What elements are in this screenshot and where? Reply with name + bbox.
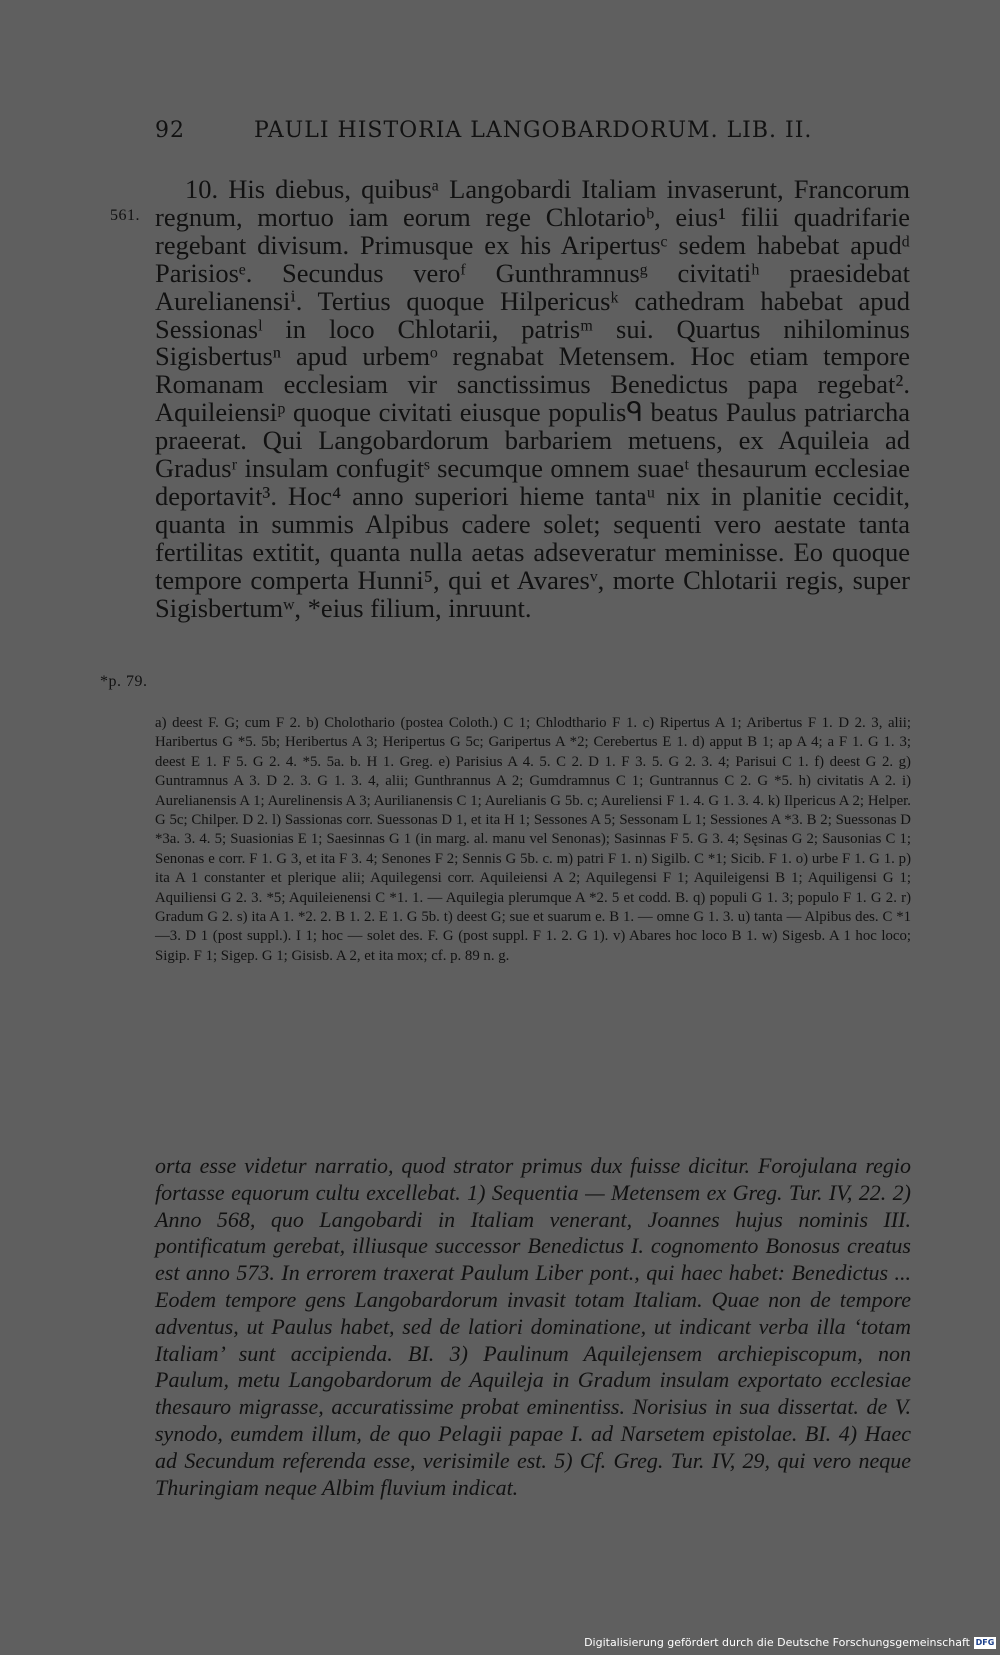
margin-page-ref: *p. 79. [100, 673, 148, 690]
critical-apparatus [155, 714, 911, 966]
digitization-credit [584, 1636, 996, 1649]
main-text [155, 176, 910, 623]
chapter-10-paragraph: 10. His diebus, quibusᵃ Langobardi Italiam invaserunt, Francorum regnum, mortuo iam eorum rege Chlotarioᵇ, eius¹ filii quadrifarie regebant divisum. Primusque ex his Aripertusᶜ sedem habebat apudᵈ Parisiosᵉ. Secundus veroᶠ Gunthramnusᵍ civitatiʰ praesidebat Aurelianensiⁱ. Tertius quoque Hilpericusᵏ cathedram habebat apud Sessionasˡ in loco Chlotarii, patrisᵐ sui. Quartus nihilominus Sigisbertusⁿ apud urbemᵒ regnabat Metensem. Hoc etiam tempore Romanam ecclesiam vir sanctissimus Benedictus papa regebat². Aquileiensiᵖ quoque civitati eiusque populisᑫ beatus Paulus patriarcha praeerat. Qui Langobardorum barbariem metuens, ex Aquileia ad Gradusʳ insulam confugitˢ secumque omnem suaeᵗ thesaurum ecclesiae deportavit³. Hoc⁴ anno superiori hieme tantaᵘ nix in planitie cecidit, quanta in summis Alpibus cadere solet; sequenti vero aestate tanta fertilitas extitit, quanta nulla aetas adseveratur meminisse. Eo quoque tempore comperta Hunni⁵, qui et Avaresᵛ, morte Chlotarii regis, super Sigisbertumʷ, *eius filium, inruunt. [155, 174, 910, 623]
credit-text: Digitalisierung gefördert durch die Deutsche Forschungsgemeinschaft [584, 1636, 970, 1649]
footnotes [155, 1153, 911, 1501]
page-number: 92 [155, 118, 185, 143]
dfg-logo-icon: DFG [975, 1637, 995, 1647]
margin-year: 561. [110, 207, 140, 224]
page-title: PAULI HISTORIA LANGOBARDORUM. LIB. II. [254, 118, 813, 143]
footnotes-text: orta esse videtur narratio, quod strator primus dux fuisse dicitur. Forojulana regio fortasse equorum cultu excellebat. 1) Sequentia — Metensem ex Greg. Tur. IV, 22. 2) Anno 568, quo Langobardi in Italiam venerant, Joannes hujus nominis III. pontificatum gerebat, illiusque successor Benedictus I. cognomento Bonosus creatus est anno 573. In errorem traxerat Paulum Liber pont., qui haec habet: Benedictus ... Eodem tempore gens Langobardorum invasit totam Italiam. Quae non de tempore adventus, ut Paulus habet, sed de latiori dominatione, ut indicant verba illa ‘totam Italiam’ sunt accipienda. BI. 3) Paulinum Aquilejensem archiepiscopum, non Paulum, metu Langobardorum de Aquileja in Gradum insulam exportato ecclesiae thesauro migrasse, accuratissime probat eminentiss. Norisius in sua dissertat. de V. synodo, eumdem illum, de quo Pelagii papae I. ad Narsetem epistolae. BI. 4) Haec ad Secundum referenda esse, verisimile est. 5) Cf. Greg. Tur. IV, 29, qui vero neque Thuringiam neque Albim fluvium indicat. [155, 1153, 911, 1500]
apparatus-text: a) deest F. G; cum F 2. b) Cholothario (postea Coloth.) C 1; Chlodthario F 1. c) Ripertus A 1; Aribertus F 1. D 2. 3, alii; Haribertus G *5. 5b; Heribertus A 3; Heripertus G 5c; Garipertus A *2; Cerebertus E 1. d) apput B 1; ap A 4; a F 1. G 1. 3; deest E 1. F 5. G 2. 4. *5. 5a. b. H 1. Greg. e) Parisius A 4. 5. C 2. D 1. F 3. 5. G 2. 3. 4; Parisui C 1. f) deest G 2. g) Guntramnus A 3. D 2. 3. G 1. 3. 4, alii; Gunthrannus A 2; Gumdramnus C 1; Guntrannus C 2. G *5. h) civitatis A 2. i) Aurelianensis A 1; Aurelinensis A 3; Aurilianensis C 1; Aurelianis G 5b. c; Aureliensi F 1. 4. G 1. 3. 4. k) Ilpericus A 2; Helper. G 5c; Chilper. D 2. l) Sassionas corr. Suessonas D 1, et ita H 1; Sessones A 5; Sessonam L 1; Sessiones A *3. B 2; Suessonas D *3a. 3. 4. 5; Suasionias E 1; Saesinnas G 1 (in marg. al. manu vel Senonas); Sasinnas F 5. G 3. 4; Sęsinas G 2; Sausonias C 1; Senonas e corr. F 1. G 3, et ita F 3. 4; Senones F 2; Sennis G 5b. c. m) patri F 1. n) Sigilb. C *1; Sicib. F 1. o) urbe F 1. G 1. p) ita A 1 constanter et plerique alii; Aquilegensi corr. Aquileiensi A 2; Aquilegensi F 1; Aquileigensi B 1; Aquiligensi G 1; Aquiliensi G 2. 3. *5; Aquileienensi C *1. 1. — Aquilegia plerumque A *2. 5 et codd. B. q) populi G 1. 3; populo F 1. G 2. r) Gradum G 2. s) ita A 1. *2. 2. B 1. 2. E 1. G 5b. t) deest G; sue et suarum e. B 1. — omne G 1. 3. u) tanta — Alpibus des. C *1—3. D 1 (post suppl.). I 1; hoc — solet des. F. G (post suppl. F 1. 2. G 1). v) Abares hoc loco B 1. w) Sigesb. A 1 hoc loco; Sigip. F 1; Sigep. G 1; Gisisb. A 2, et ita mox; cf. p. 89 n. g. [155, 715, 911, 964]
